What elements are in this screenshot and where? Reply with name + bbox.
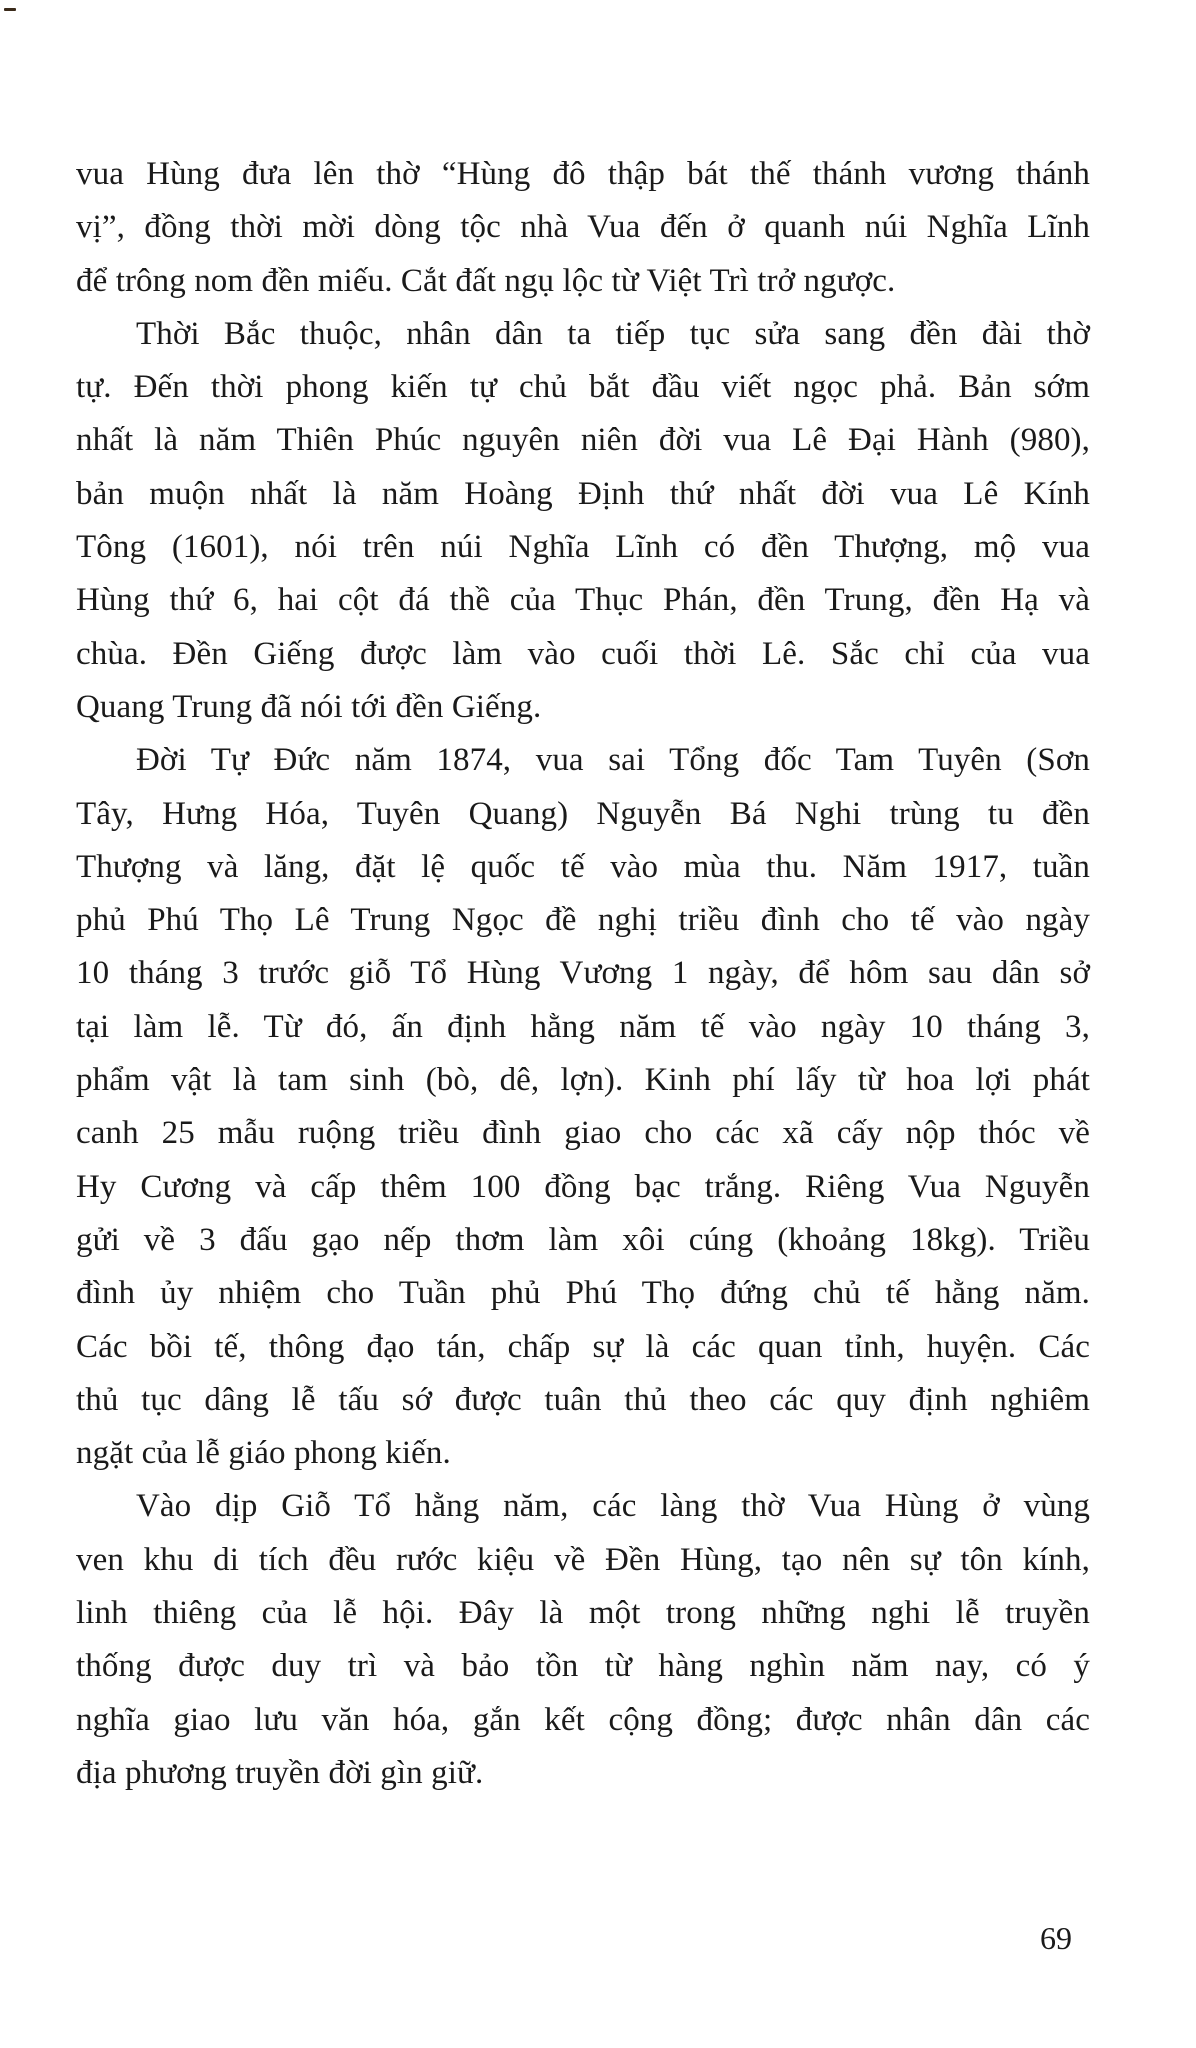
text-line: thống được duy trì và bảo tồn từ hàng nghìn năm nay, có ý <box>76 1648 1090 1685</box>
text-line: Thượng và lăng, đặt lệ quốc tế vào mùa thu. Năm 1917, tuần <box>76 848 1090 885</box>
page-number: 69 <box>1040 1920 1072 1956</box>
text-line: phẩm vật là tam sinh (bò, dê, lợn). Kinh phí lấy từ hoa lợi phát <box>76 1062 1090 1099</box>
text-line: đình ủy nhiệm cho Tuần phủ Phú Thọ đứng chủ tế hằng năm. <box>76 1275 1090 1312</box>
text-line: nghĩa giao lưu văn hóa, gắn kết cộng đồng; được nhân dân các <box>76 1701 1090 1738</box>
text-line: để trông nom đền miếu. Cắt đất ngụ lộc từ Việt Trì trở ngược. <box>76 262 896 299</box>
text-line: Quang Trung đã nói tới đền Giếng. <box>76 688 542 725</box>
text-line: Các bồi tế, thông đạo tán, chấp sự là các quan tỉnh, huyện. Các <box>76 1328 1090 1365</box>
text-line: nhất là năm Thiên Phúc nguyên niên đời vua Lê Đại Hành (980), <box>76 422 1090 459</box>
text-line: vua Hùng đưa lên thờ “Hùng đô thập bát thế thánh vương thánh <box>76 156 1090 192</box>
text-line: canh 25 mẫu ruộng triều đình giao cho các xã cấy nộp thóc về <box>76 1115 1090 1152</box>
text-line: Hy Cương và cấp thêm 100 đồng bạc trắng. Riêng Vua Nguyễn <box>76 1168 1090 1205</box>
text-line: Tông (1601), nói trên núi Nghĩa Lĩnh có đền Thượng, mộ vua <box>76 529 1090 566</box>
text-line: ven khu di tích đều rước kiệu về Đền Hùng, tạo nên sự tôn kính, <box>76 1541 1090 1578</box>
page-body <box>76 148 1090 1800</box>
text-line: Thời Bắc thuộc, nhân dân ta tiếp tục sửa sang đền đài thờ <box>136 315 1090 352</box>
text-line: Vào dịp Giỗ Tổ hằng năm, các làng thờ Vua Hùng ở vùng <box>136 1488 1090 1525</box>
text-line: bản muộn nhất là năm Hoàng Định thứ nhất đời vua Lê Kính <box>76 475 1090 512</box>
text-line: linh thiêng của lễ hội. Đây là một trong những nghi lễ truyền <box>76 1595 1090 1632</box>
text-line: 10 tháng 3 trước giỗ Tổ Hùng Vương 1 ngày, để hôm sau dân sở <box>76 955 1090 992</box>
paragraph-1 <box>76 148 1090 308</box>
text-line: Đời Tự Đức năm 1874, vua sai Tổng đốc Tam Tuyên (Sơn <box>136 742 1090 779</box>
text-line: thủ tục dâng lễ tấu sớ được tuân thủ theo các quy định nghiêm <box>76 1381 1090 1418</box>
text-line: tại làm lễ. Từ đó, ấn định hằng năm tế vào ngày 10 tháng 3, <box>76 1008 1090 1045</box>
text-line: phủ Phú Thọ Lê Trung Ngọc đề nghị triều đình cho tế vào ngày <box>76 902 1090 939</box>
scan-corner-mark <box>4 8 16 11</box>
text-line: chùa. Đền Giếng được làm vào cuối thời Lê. Sắc chỉ của vua <box>76 635 1090 672</box>
text-line: ngặt của lễ giáo phong kiến. <box>76 1435 451 1472</box>
text-line: vị”, đồng thời mời dòng tộc nhà Vua đến ở quanh núi Nghĩa Lĩnh <box>76 209 1090 246</box>
text-line: địa phương truyền đời gìn giữ. <box>76 1754 484 1791</box>
text-line: Tây, Hưng Hóa, Tuyên Quang) Nguyễn Bá Nghi trùng tu đền <box>76 795 1090 832</box>
text-line: tự. Đến thời phong kiến tự chủ bắt đầu viết ngọc phả. Bản sớm <box>76 369 1090 406</box>
paragraph-2 <box>76 308 1090 734</box>
text-line: Hùng thứ 6, hai cột đá thề của Thục Phán, đền Trung, đền Hạ và <box>76 582 1090 619</box>
paragraph-4 <box>76 1480 1090 1800</box>
paragraph-3 <box>76 734 1090 1480</box>
text-line: gửi về 3 đấu gạo nếp thơm làm xôi cúng (khoảng 18kg). Triều <box>76 1221 1090 1258</box>
